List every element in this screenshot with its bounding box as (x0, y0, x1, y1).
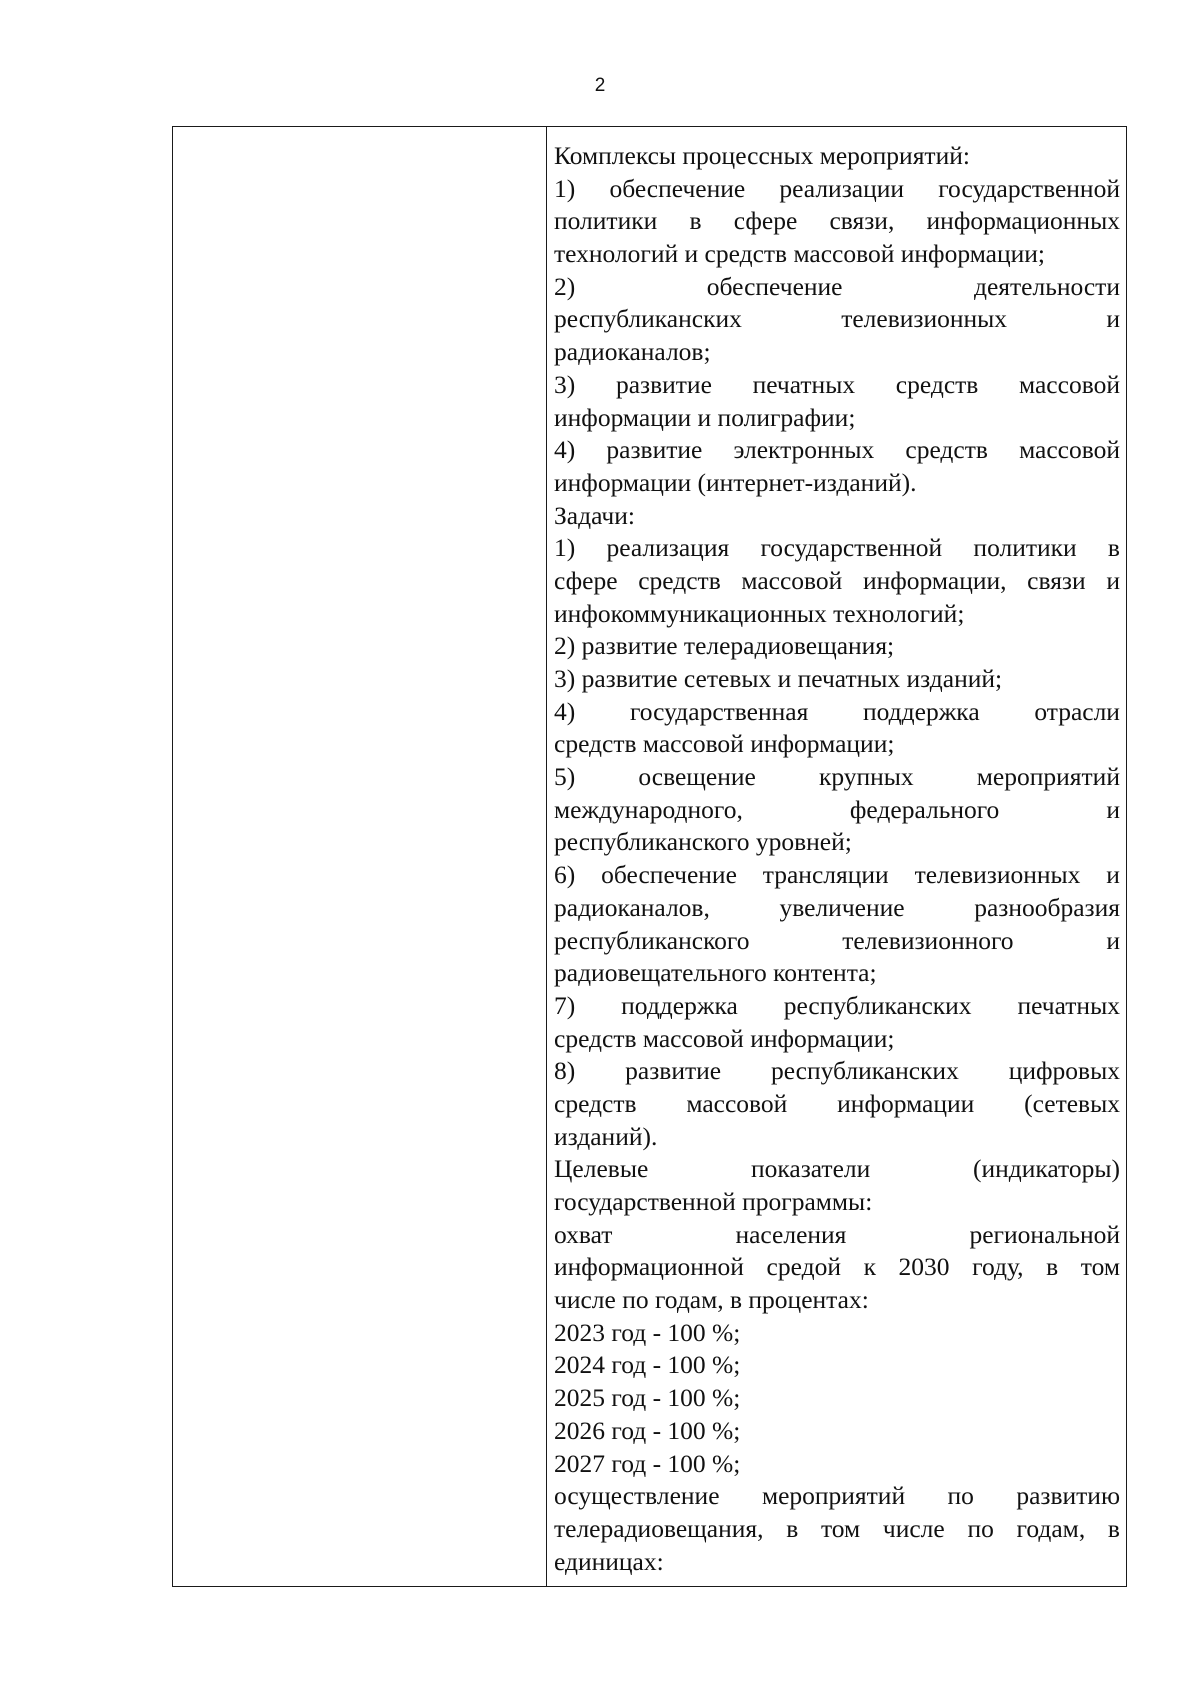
text-line: радиоканалов; (554, 337, 711, 367)
word: в (1107, 1513, 1120, 1543)
text-line: технологий и средств массовой информации; (554, 239, 1045, 269)
table-cell-right (547, 127, 1127, 1587)
text-line: радиовещательного контента; (554, 958, 877, 988)
word: 6) (554, 860, 576, 890)
text-line (554, 565, 1120, 598)
word: 2) (554, 271, 576, 301)
text-line (554, 271, 1120, 304)
word: увеличение (779, 892, 905, 922)
word: средств (554, 1088, 637, 1118)
text-line (554, 303, 1120, 336)
word: информации, (862, 565, 1007, 595)
word: в (786, 1513, 799, 1543)
right-cell-content (547, 127, 1126, 1578)
text-line: 2025 год - 100 %; (554, 1383, 741, 1413)
text-line: Комплексы процессных мероприятий: (554, 141, 970, 170)
word: республиканского (554, 925, 750, 955)
text-line (554, 532, 1120, 565)
word: информационных (926, 206, 1120, 236)
word: поддержка (863, 696, 980, 726)
word: крупных (818, 762, 914, 792)
program-passport-table (172, 126, 1127, 1587)
word: обеспечение (609, 173, 746, 203)
word: средств (895, 369, 979, 399)
word: 7) (554, 990, 576, 1020)
word: и (1106, 860, 1120, 890)
word: республиканских (783, 990, 972, 1020)
word: годам, (1016, 1513, 1086, 1543)
word: и (1106, 925, 1120, 955)
word: реализации (779, 173, 905, 203)
word: и (1106, 304, 1120, 334)
word: 1) (554, 533, 576, 563)
text-line: информации и полиграфии; (554, 402, 856, 432)
text-line (554, 205, 1120, 238)
word: радиоканалов, (554, 892, 710, 922)
text-line (554, 1480, 1120, 1513)
table-row (173, 127, 1127, 1587)
word: массовой (1019, 435, 1120, 465)
text-line (554, 990, 1120, 1023)
word: 1) (554, 173, 576, 203)
text-line (554, 369, 1120, 402)
word: реализация (606, 533, 730, 563)
word: и (1106, 794, 1120, 824)
text-line (554, 1088, 1120, 1121)
text-line (554, 892, 1120, 925)
word: развитие (606, 435, 703, 465)
text-line (554, 696, 1120, 729)
word: государственной (760, 533, 943, 563)
word: деятельности (974, 271, 1120, 301)
text-line (554, 859, 1120, 892)
text-line: 2023 год - 100 %; (554, 1317, 741, 1347)
text-line: 3) развитие сетевых и печатных изданий; (554, 664, 1003, 693)
word: 2030 (898, 1252, 950, 1282)
table-cell-left (173, 127, 547, 1587)
text-line (554, 1153, 1120, 1186)
word: (сетевых (1024, 1088, 1120, 1118)
text-line: средств массовой информации; (554, 729, 895, 759)
word: 4) (554, 435, 576, 465)
word: показатели (750, 1154, 871, 1184)
word: трансляции (762, 860, 889, 890)
word: 4) (554, 696, 576, 726)
word: средой (766, 1252, 841, 1282)
word: по (967, 1513, 994, 1543)
text-line (554, 1251, 1120, 1284)
word: сфере (733, 206, 798, 236)
word: 3) (554, 369, 576, 399)
word: развитие (625, 1056, 722, 1086)
word: печатных (1017, 990, 1120, 1020)
text-line (554, 1513, 1120, 1546)
word: средств (638, 565, 721, 595)
word: политики (973, 533, 1077, 563)
word: к (863, 1252, 876, 1282)
word: Целевые (554, 1154, 649, 1184)
word: поддержка (621, 990, 738, 1020)
text-line: числе по годам, в процентах: (554, 1285, 869, 1315)
word: международного, (554, 794, 743, 824)
word: телевизионных (841, 304, 1008, 334)
text-line (554, 434, 1120, 467)
word: том (1080, 1252, 1120, 1282)
word: осуществление (554, 1481, 720, 1511)
word: информационной (554, 1252, 744, 1282)
word: федерального (849, 794, 1000, 824)
word: сфере (554, 565, 618, 595)
word: связи, (829, 206, 895, 236)
word: 5) (554, 762, 576, 792)
word: 8) (554, 1056, 576, 1086)
text-line: государственной программы: (554, 1187, 873, 1216)
word: цифровых (1008, 1056, 1120, 1086)
word: массовой (1019, 369, 1120, 399)
word: в (689, 206, 702, 236)
word: массовой (741, 565, 843, 595)
text-line (554, 925, 1120, 958)
word: электронных (733, 435, 875, 465)
word: региональной (969, 1219, 1120, 1249)
page-number: 2 (594, 75, 606, 96)
word: информации (837, 1088, 975, 1118)
word: в (1107, 533, 1120, 563)
text-line (554, 794, 1120, 827)
text-line: инфокоммуникационных технологий; (554, 598, 965, 628)
text-line: республиканского уровней; (554, 827, 852, 857)
word: (индикаторы) (972, 1154, 1120, 1184)
word: массовой (686, 1088, 788, 1118)
word: освещение (638, 762, 756, 792)
word: по (947, 1481, 974, 1511)
text-line: 2027 год - 100 %; (554, 1448, 741, 1478)
word: телевизионного (842, 925, 1014, 955)
word: разнообразия (974, 892, 1120, 922)
word: развитию (1016, 1481, 1120, 1511)
text-line: информации (интернет-изданий). (554, 467, 917, 497)
text-line (554, 173, 1120, 206)
text-line: единицах: (554, 1546, 664, 1576)
text-line (554, 761, 1120, 794)
text-line: изданий). (554, 1121, 658, 1151)
word: печатных (752, 369, 856, 399)
word: числе (882, 1513, 945, 1543)
text-line: Задачи: (554, 500, 635, 530)
word: развитие (615, 369, 712, 399)
text-line: средств массовой информации; (554, 1023, 895, 1053)
word: отрасли (1034, 696, 1120, 726)
text-line (554, 1055, 1120, 1088)
word: республиканских (770, 1056, 959, 1086)
word: государственная (629, 696, 809, 726)
word: мероприятий (976, 762, 1120, 792)
text-line: 2) развитие телерадиовещания; (554, 631, 895, 661)
word: обеспечение (706, 271, 843, 301)
word: охват (554, 1219, 613, 1249)
word: том (820, 1513, 861, 1543)
word: и (1106, 565, 1120, 595)
word: государственной (938, 173, 1120, 203)
word: мероприятий (761, 1481, 906, 1511)
word: населения (735, 1219, 847, 1249)
word: в (1046, 1252, 1059, 1282)
word: республиканских (554, 304, 742, 334)
word: телерадиовещания, (554, 1513, 764, 1543)
word: политики (554, 206, 658, 236)
word: году, (972, 1252, 1024, 1282)
word: телевизионных (914, 860, 1081, 890)
text-line (554, 1219, 1120, 1252)
text-line: 2026 год - 100 %; (554, 1415, 741, 1445)
word: обеспечение (601, 860, 737, 890)
word: средств (905, 435, 988, 465)
word: связи (1027, 565, 1086, 595)
text-line: 2024 год - 100 %; (554, 1350, 741, 1380)
